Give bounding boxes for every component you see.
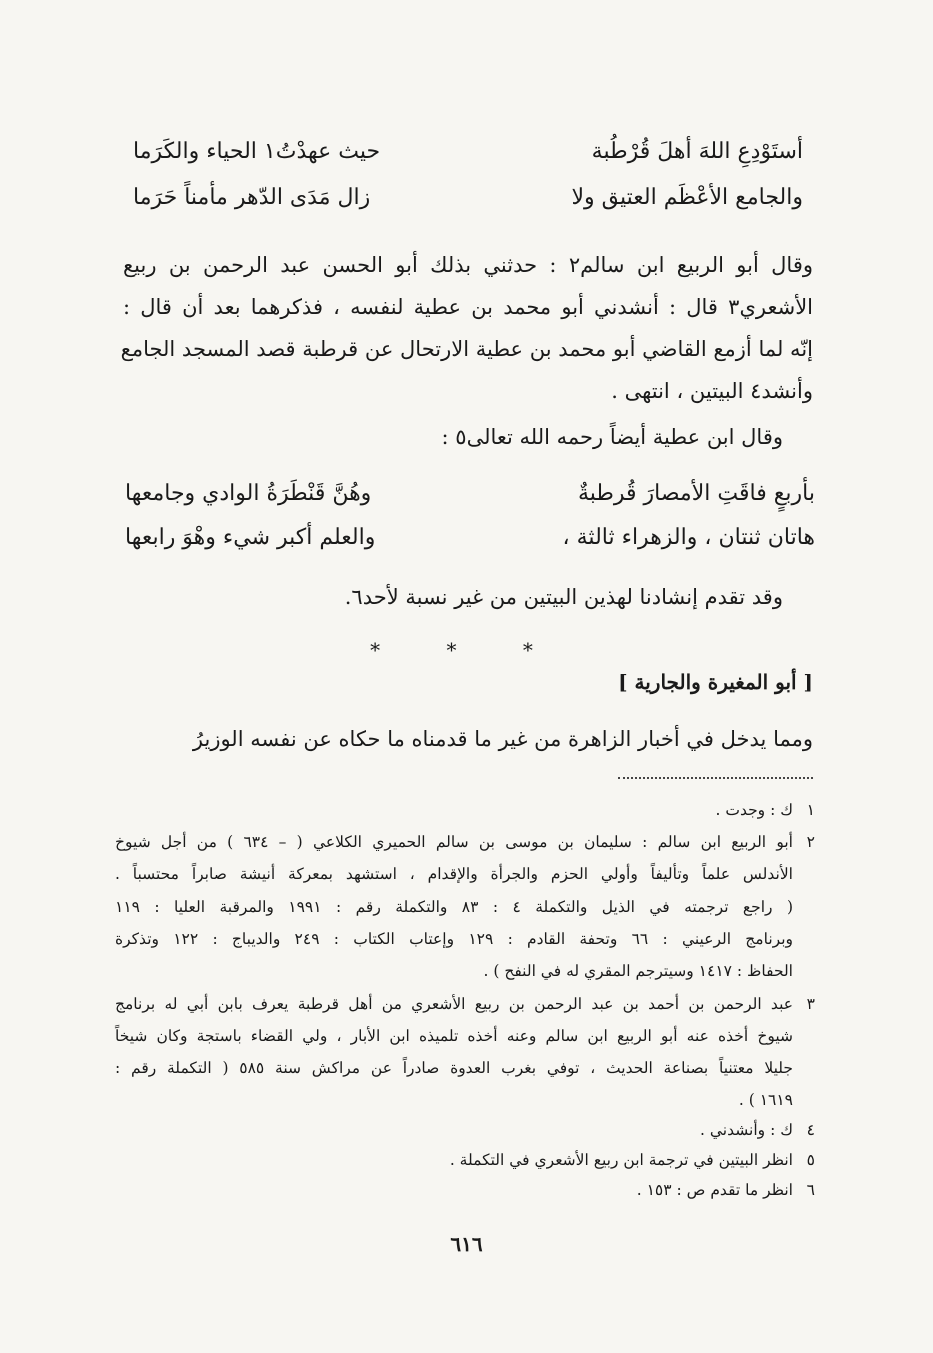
section-heading: [ أبو المغيرة والجارية ] — [618, 670, 813, 694]
paragraph-1-line: وقال أبو الربيع ابن سالم٢ : حدثني بذلك أبو الحسن عبد الرحمن بن ربيع — [123, 253, 813, 277]
footnote-2-line: وبرنامج الرعيني : ٦٦ وتحفة القادم : ١٢٩ وإعتاب الكتاب : ٢٤٩ والديباج : ١٢٢ وتذكرة — [115, 930, 793, 948]
footnote-2-line: ( راجع ترجمته في الذيل والتكملة ٤ : ٨٣ والتكملة رقم : ١٩٩١ والمرقبة العليا : ١١٩ — [115, 898, 793, 916]
footnote-number: ٢ — [806, 833, 815, 851]
hemistich: والعلم أكبر شيء وهْوَ رابعها — [125, 525, 376, 550]
hemistich: بأربعٍ فاقَتِ الأمصارَ قُرطبةٌ — [577, 481, 815, 506]
hemistich: زال مَدَى الدّهر مأمناً حَرَما — [133, 185, 371, 210]
footnote-text: انظر ما تقدم ص : ١٥٣ . — [636, 1181, 793, 1199]
footnote-text: ك : وجدت . — [715, 801, 793, 819]
paragraph-2-line: ومما يدخل في أخبار الزاهرة من غير ما قدمناه ما حكاه عن نفسه الوزيرُ — [192, 727, 813, 751]
section-divider: * * * — [370, 638, 563, 662]
footnote-text: أبو الربيع ابن سالم : سليمان بن موسى بن سالم الحميري الكلاعي ( – ٦٣٤ ) من أجل شيوخ — [115, 833, 793, 851]
footnote-2-line: الأندلس علماً وتأليفاً وأولي الحزم والجرأة والإقدام ، استشهد بمعركة أنيشة صابراً محتسباً . — [115, 865, 793, 883]
footnote-separator — [618, 777, 813, 779]
footnote-text: ك : وأنشدني . — [699, 1121, 793, 1139]
hemistich: حيث عهدْتُ١ الحياء والكَرَما — [133, 139, 381, 164]
poem-2-verse-1 — [125, 474, 815, 514]
footnote-3-line: ١٦١٩ ) . — [738, 1091, 793, 1109]
hemistich: وهُنَّ قَنْطَرَةُ الوادي وجامعها — [125, 481, 372, 506]
hemistich: والجامع الأعْظَم العتيق ولا — [571, 185, 803, 210]
poem-1-verse-1 — [133, 132, 803, 172]
footnote-number: ١ — [806, 801, 815, 819]
poem-2-intro: وقال ابن عطية أيضاً رحمه الله تعالى٥ : — [441, 425, 783, 449]
page-number: ٦١٦ — [450, 1232, 483, 1256]
footnote-2-line: الحفاظ : ١٤١٧ وسيترجم المقري له في النفح ) . — [483, 962, 793, 980]
paragraph-1-line: الأشعري٣ قال : أنشدني أبو محمد بن عطية لنفسه ، فذكرهما بعد أن قال : — [123, 295, 813, 319]
footnote-3-line: شيوخ أخذه عنه أبو الربيع ابن سالم وعنه أخذه تلميذه ابن الأبار ، ولي القضاء باستجة وكان شيخاً — [115, 1027, 793, 1045]
hemistich: أستَوْدِعِ اللهَ أهلَ قُرْطُبة — [591, 139, 803, 164]
footnote-number: ٤ — [806, 1121, 815, 1139]
footnote-number: ٥ — [806, 1151, 815, 1169]
footnote-number: ٦ — [806, 1181, 815, 1199]
paragraph-1-line: وأنشد٤ البيتين ، انتهى . — [611, 379, 813, 403]
footnote-number: ٣ — [806, 995, 815, 1013]
paragraph-1-line: إنّه لما أزمع القاضي أبو محمد بن عطية الارتحال عن قرطبة قصد المسجد الجامع — [120, 337, 813, 361]
hemistich: هاتان ثنتان ، والزهراء ثالثة ، — [562, 525, 815, 550]
footnote-text: عبد الرحمن بن أحمد بن عبد الرحمن بن ربيع الأشعري من أهل قرطبة يعرف بابن أبي له برنامج — [115, 995, 793, 1013]
closing-line: وقد تقدم إنشادنا لهذين البيتين من غير نسبة لأحد٦. — [344, 585, 783, 609]
poem-2-verse-2 — [125, 518, 815, 558]
footnote-3-line: جليلا معتنياً بصناعة الحديث ، توفي بغرب العدوة صادراً عن مراكش سنة ٥٨٥ ( التكملة رقم : — [115, 1059, 793, 1077]
footnote-text: انظر البيتين في ترجمة ابن ربيع الأشعري في التكملة . — [449, 1151, 793, 1169]
poem-1-verse-2 — [133, 178, 803, 218]
